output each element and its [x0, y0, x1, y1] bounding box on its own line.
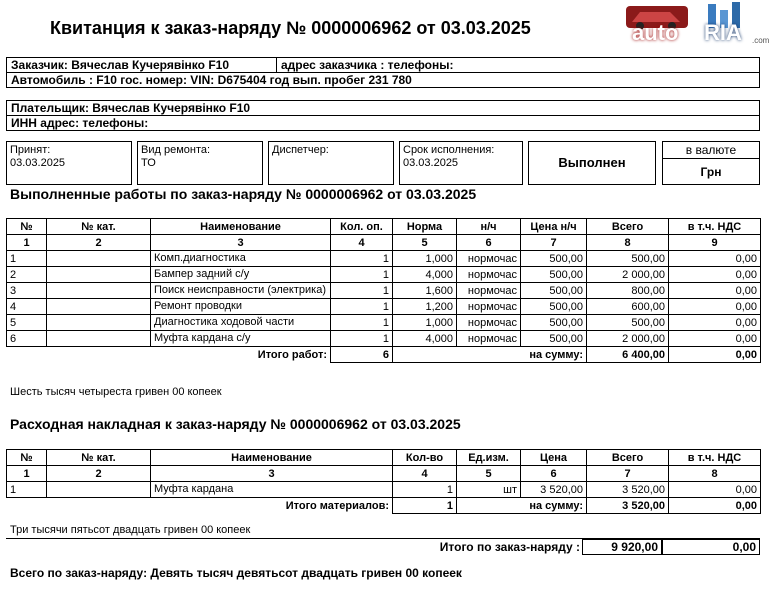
table-cell: Комп.диагностика: [151, 251, 331, 267]
table-cell: 2: [7, 267, 47, 283]
table-cell: 0,00: [669, 482, 761, 498]
column-number: 4: [393, 466, 457, 482]
totals-label: Итого материалов:: [285, 499, 389, 512]
table-cell: [47, 331, 151, 347]
totals-row: [7, 347, 761, 363]
customer-address: адрес заказчика : телефоны:: [281, 58, 454, 72]
table-cell: 4,000: [393, 267, 457, 283]
spacer: [7, 347, 151, 363]
table-cell: нормочас: [457, 267, 521, 283]
table-row: [7, 251, 761, 267]
grand-total-sum: 9 920,00: [582, 539, 662, 555]
materials-heading: Расходная накладная к заказ-наряду № 0000006962 от 03.03.2025: [10, 416, 461, 432]
table-cell: Поиск неисправности (электрика): [151, 283, 331, 299]
table-cell: [47, 299, 151, 315]
table-cell: нормочас: [457, 283, 521, 299]
deadline-box: [399, 141, 523, 185]
column-number: 3: [151, 235, 331, 251]
column-number: 6: [457, 235, 521, 251]
column-header: Ед.изм.: [457, 450, 521, 466]
column-number-row: [7, 235, 761, 251]
table-cell: 1: [7, 251, 47, 267]
totals-row: [7, 498, 761, 514]
column-header: в т.ч. НДС: [669, 450, 761, 466]
deadline-label: Срок исполнения:: [403, 144, 495, 156]
works-table: [6, 218, 761, 363]
table-cell: 5: [7, 315, 47, 331]
table-cell: [47, 315, 151, 331]
table-row: [7, 331, 761, 347]
table-cell: 3: [7, 283, 47, 299]
column-number: 3: [151, 466, 393, 482]
column-number: 2: [47, 466, 151, 482]
payer-name: Плательщик: Вячеслав Кучерявінко F10: [11, 101, 251, 115]
column-header: Наименование: [151, 450, 393, 466]
column-header: Наименование: [151, 219, 331, 235]
column-header: № кат.: [47, 450, 151, 466]
table-cell: 3 520,00: [587, 482, 669, 498]
dispatcher-box: [268, 141, 394, 185]
column-number: 7: [521, 235, 587, 251]
table-cell: 500,00: [521, 331, 587, 347]
autoria-logo: [620, 2, 772, 52]
car-row: [6, 72, 760, 88]
table-cell: нормочас: [457, 331, 521, 347]
header-row: [7, 450, 761, 466]
table-cell: 1: [331, 299, 393, 315]
table-cell: 500,00: [587, 315, 669, 331]
table-row: [7, 299, 761, 315]
table-cell: Бампер задний с/у: [151, 267, 331, 283]
table-cell: 500,00: [521, 267, 587, 283]
column-header: Цена: [521, 450, 587, 466]
table-row: [7, 482, 761, 498]
inn-row: [6, 115, 760, 131]
table-cell: Муфта кардана: [151, 482, 393, 498]
column-number: 2: [47, 235, 151, 251]
table-cell: 600,00: [587, 299, 669, 315]
totals-vat: 0,00: [669, 347, 761, 363]
table-cell: [47, 251, 151, 267]
column-header: Кол-во: [393, 450, 457, 466]
sum-label: на сумму:: [457, 498, 587, 514]
table-row: [7, 283, 761, 299]
table-cell: [47, 482, 151, 498]
spacer: [7, 498, 151, 514]
car-info: Автомобиль : F10 гос. номер: VIN: D675404 год вып. пробег 231 780: [11, 73, 412, 87]
logo-text-auto: auto: [632, 20, 679, 45]
table-cell: 500,00: [521, 283, 587, 299]
column-header: в т.ч. НДС: [669, 219, 761, 235]
table-cell: шт: [457, 482, 521, 498]
table-cell: 0,00: [669, 251, 761, 267]
dispatcher-label: Диспетчер:: [272, 144, 329, 156]
table-cell: 800,00: [587, 283, 669, 299]
table-cell: 2 000,00: [587, 331, 669, 347]
table-cell: 1: [331, 283, 393, 299]
totals-qty: 1: [393, 498, 457, 514]
column-number: 5: [393, 235, 457, 251]
materials-table: [6, 449, 761, 514]
column-number: 5: [457, 466, 521, 482]
repair-type-label: Вид ремонта:: [141, 144, 211, 156]
table-cell: 1: [331, 251, 393, 267]
currency-value: Грн: [700, 165, 722, 179]
header-row: [7, 219, 761, 235]
currency-label: в валюте: [663, 142, 759, 159]
table-cell: 1,000: [393, 251, 457, 267]
table-row: [7, 267, 761, 283]
column-header: Норма: [393, 219, 457, 235]
status-badge: Выполнен: [528, 141, 656, 185]
currency-box: [662, 141, 760, 185]
table-row: [7, 315, 761, 331]
table-cell: 1: [331, 267, 393, 283]
table-cell: нормочас: [457, 251, 521, 267]
grand-total-vat: 0,00: [662, 539, 760, 555]
totals-label: Итого работ:: [257, 348, 327, 361]
table-cell: 500,00: [521, 315, 587, 331]
table-cell: 4: [7, 299, 47, 315]
column-header: Цена н/ч: [521, 219, 587, 235]
table-cell: 0,00: [669, 331, 761, 347]
table-cell: 0,00: [669, 267, 761, 283]
table-cell: [47, 283, 151, 299]
table-cell: нормочас: [457, 299, 521, 315]
table-cell: 1,600: [393, 283, 457, 299]
table-cell: 500,00: [521, 251, 587, 267]
page-title: Квитанция к заказ-наряду № 0000006962 от 03.03.2025: [50, 18, 531, 38]
column-header: Кол. оп.: [331, 219, 393, 235]
table-cell: 1,000: [393, 315, 457, 331]
table-cell: 1: [7, 482, 47, 498]
logo-text-ria: RIA: [704, 20, 742, 45]
table-cell: 0,00: [669, 299, 761, 315]
table-cell: 2 000,00: [587, 267, 669, 283]
column-number: 8: [587, 235, 669, 251]
column-number: 1: [7, 235, 47, 251]
payer-inn: ИНН адрес: телефоны:: [11, 116, 149, 130]
column-number: 9: [669, 235, 761, 251]
table-cell: Ремонт проводки: [151, 299, 331, 315]
customer-row: [6, 57, 760, 73]
table-cell: 0,00: [669, 283, 761, 299]
table-cell: 1: [331, 331, 393, 347]
column-header: Всего: [587, 450, 669, 466]
column-number: 6: [521, 466, 587, 482]
totals-sum: 3 520,00: [587, 498, 669, 514]
grand-total-words: Всего по заказ-наряду: Девять тысяч девятьсот двадцать гривен 00 копеек: [10, 566, 462, 580]
table-cell: 0,00: [669, 315, 761, 331]
table-cell: 1: [393, 482, 457, 498]
table-cell: нормочас: [457, 315, 521, 331]
accepted-label: Принят:: [10, 144, 51, 156]
sum-label: на сумму:: [393, 347, 587, 363]
customer-name: Заказчик: Вячеслав Кучерявінко F10: [7, 58, 277, 72]
column-number: 4: [331, 235, 393, 251]
table-cell: 1: [331, 315, 393, 331]
table-cell: Диагностика ходовой части: [151, 315, 331, 331]
totals-sum: 6 400,00: [587, 347, 669, 363]
column-number: 8: [669, 466, 761, 482]
totals-vat: 0,00: [669, 498, 761, 514]
table-cell: 6: [7, 331, 47, 347]
works-heading: Выполненные работы по заказ-наряду № 0000006962 от 03.03.2025: [10, 186, 477, 202]
table-cell: Муфта кардана с/у: [151, 331, 331, 347]
column-header: №: [7, 450, 47, 466]
deadline-value: 03.03.2025: [403, 157, 459, 169]
column-header: № кат.: [47, 219, 151, 235]
logo-text-suffix: .com: [752, 36, 770, 45]
table-cell: [47, 267, 151, 283]
table-cell: 500,00: [521, 299, 587, 315]
column-header: №: [7, 219, 47, 235]
materials-sum-words: Три тысячи пятьсот двадцать гривен 00 копеек: [10, 524, 251, 536]
column-header: Всего: [587, 219, 669, 235]
column-header: н/ч: [457, 219, 521, 235]
column-number: 1: [7, 466, 47, 482]
payer-row: [6, 100, 760, 116]
accepted-value: 03.03.2025: [10, 157, 66, 169]
grand-total-label: Итого по заказ-наряду :: [439, 540, 580, 554]
table-cell: 500,00: [587, 251, 669, 267]
table-cell: 4,000: [393, 331, 457, 347]
accepted-box: [6, 141, 132, 185]
table-cell: 3 520,00: [521, 482, 587, 498]
column-number-row: [7, 466, 761, 482]
repair-type-box: [137, 141, 263, 185]
totals-qty: 6: [331, 347, 393, 363]
column-number: 7: [587, 466, 669, 482]
table-cell: 1,200: [393, 299, 457, 315]
works-sum-words: Шесть тысяч четыреста гривен 00 копеек: [10, 386, 222, 398]
repair-type-value: ТО: [141, 157, 156, 169]
